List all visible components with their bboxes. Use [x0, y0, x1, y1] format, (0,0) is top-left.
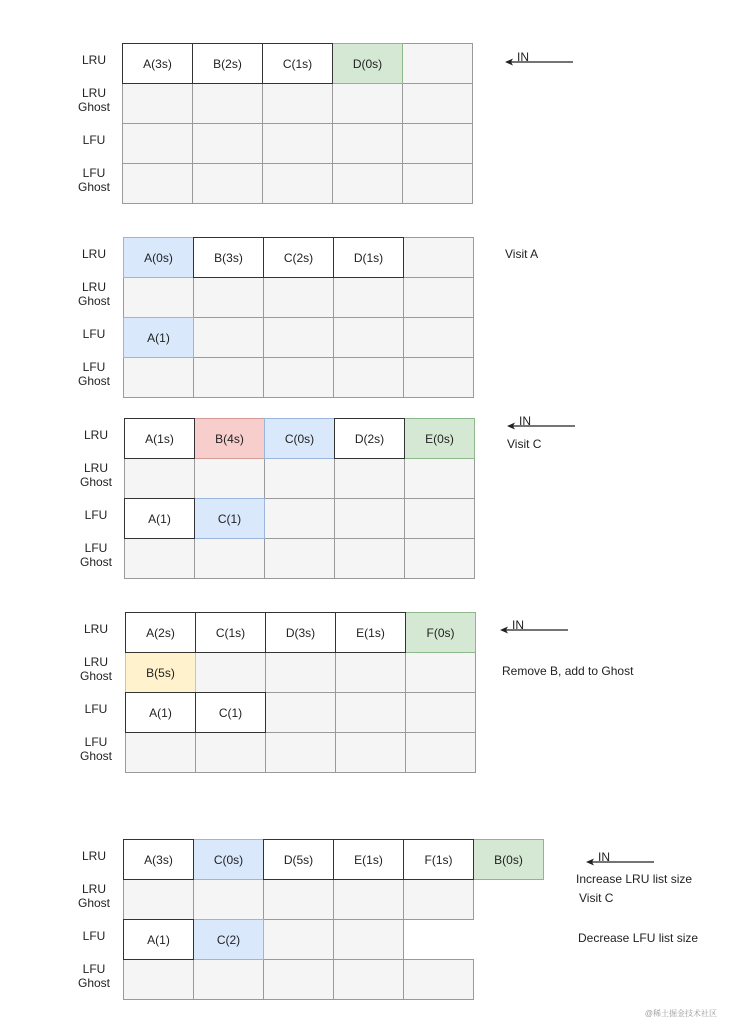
row-label: LRU [83, 428, 108, 442]
cache-entry: C(0s) [264, 418, 335, 459]
cache-entry: F(1s) [403, 839, 474, 880]
empty-slot [192, 123, 263, 164]
empty-slot [402, 123, 473, 164]
empty-slot [403, 959, 474, 1000]
row-label: LFU [82, 929, 106, 943]
row-label: LRU Ghost [77, 86, 110, 114]
empty-slot [192, 83, 263, 124]
empty-slot [265, 692, 336, 733]
empty-slot [402, 163, 473, 204]
cache-entry: D(1s) [333, 237, 404, 278]
empty-slot [195, 732, 266, 773]
annotation-note: Visit A [505, 247, 539, 261]
cache-entry: E(1s) [335, 612, 406, 653]
empty-slot [332, 123, 403, 164]
empty-slot [193, 317, 264, 358]
empty-slot [193, 277, 264, 318]
cache-entry: C(1s) [195, 612, 266, 653]
row-label: LRU [81, 849, 106, 863]
annotation-note: Decrease LFU list size [578, 931, 699, 945]
row-label: LRU Ghost [79, 655, 112, 683]
empty-slot [403, 277, 474, 318]
watermark: @稀土掘金技术社区 [644, 1009, 717, 1018]
empty-slot [124, 458, 195, 499]
row-label: LFU [82, 327, 106, 341]
empty-slot [334, 458, 405, 499]
cache-entry: A(0s) [123, 237, 194, 278]
annotation-note: Remove B, add to Ghost [502, 664, 634, 678]
row-label: LFU [84, 702, 108, 716]
cache-entry: A(3s) [123, 839, 194, 880]
empty-slot [404, 538, 475, 579]
empty-slot [405, 692, 476, 733]
empty-slot [125, 732, 196, 773]
cache-entry: D(3s) [265, 612, 336, 653]
row-label: LRU [81, 247, 106, 261]
cache-entry: B(4s) [194, 418, 265, 459]
cache-entry: F(0s) [405, 612, 476, 653]
row-label: LRU [83, 622, 108, 636]
empty-slot [264, 538, 335, 579]
empty-slot [333, 317, 404, 358]
empty-slot [335, 692, 406, 733]
left-arrow-icon [586, 857, 654, 867]
empty-slot [262, 83, 333, 124]
empty-slot [334, 498, 405, 539]
empty-slot [405, 652, 476, 693]
in-label: IN [517, 50, 529, 64]
row-label: LFU Ghost [79, 735, 112, 763]
cache-entry: D(5s) [263, 839, 334, 880]
cache-entry: C(1) [194, 498, 265, 539]
empty-slot [332, 163, 403, 204]
row-label: LFU [84, 508, 108, 522]
cache-entry: E(0s) [404, 418, 475, 459]
empty-slot [405, 732, 476, 773]
empty-slot [123, 277, 194, 318]
empty-slot [404, 458, 475, 499]
left-arrow-icon [507, 421, 575, 431]
empty-slot [333, 919, 404, 960]
empty-slot [333, 959, 404, 1000]
row-label: LRU Ghost [79, 461, 112, 489]
cache-entry: A(1) [123, 317, 194, 358]
left-arrow-icon [505, 57, 573, 67]
cache-entry: C(1) [195, 692, 266, 733]
cache-entry: B(5s) [125, 652, 196, 693]
in-label: IN [519, 414, 531, 428]
cache-entry: C(1s) [262, 43, 333, 84]
empty-slot [334, 538, 405, 579]
empty-slot [335, 652, 406, 693]
cache-entry: D(2s) [334, 418, 405, 459]
row-label: LFU Ghost [77, 962, 110, 990]
row-label: LFU Ghost [79, 541, 112, 569]
empty-slot [404, 498, 475, 539]
annotation-note: Visit C [507, 437, 542, 451]
empty-slot [333, 277, 404, 318]
empty-slot [192, 163, 263, 204]
empty-slot [123, 959, 194, 1000]
cache-entry: A(2s) [125, 612, 196, 653]
empty-slot [333, 879, 404, 920]
empty-slot [403, 237, 474, 278]
cache-entry: B(0s) [473, 839, 544, 880]
empty-slot [194, 538, 265, 579]
cache-entry: A(1) [125, 692, 196, 733]
cache-entry: C(0s) [193, 839, 264, 880]
empty-slot [263, 879, 334, 920]
cache-entry: B(2s) [192, 43, 263, 84]
empty-slot [402, 83, 473, 124]
empty-slot [263, 277, 334, 318]
in-label: IN [598, 850, 610, 864]
empty-slot [403, 879, 474, 920]
cache-entry: A(1) [123, 919, 194, 960]
empty-slot [263, 959, 334, 1000]
empty-slot [193, 879, 264, 920]
cache-entry: B(3s) [193, 237, 264, 278]
row-label: LRU Ghost [77, 882, 110, 910]
empty-slot [195, 652, 266, 693]
empty-slot [264, 498, 335, 539]
annotation-note: Visit C [579, 891, 614, 905]
empty-slot [263, 317, 334, 358]
left-arrow-icon [500, 625, 568, 635]
cache-entry: D(0s) [332, 43, 403, 84]
empty-slot [123, 879, 194, 920]
empty-slot [265, 652, 336, 693]
empty-slot [123, 357, 194, 398]
empty-slot [402, 43, 473, 84]
cache-entry: A(1s) [124, 418, 195, 459]
empty-slot [122, 83, 193, 124]
empty-slot [262, 123, 333, 164]
in-label: IN [512, 618, 524, 632]
empty-slot [194, 458, 265, 499]
row-label: LFU [82, 133, 106, 147]
cache-entry: E(1s) [333, 839, 404, 880]
row-label: LFU Ghost [77, 360, 110, 388]
annotation-note: Increase LRU list size [576, 872, 693, 886]
row-label: LFU Ghost [77, 166, 110, 194]
empty-slot [332, 83, 403, 124]
empty-slot [335, 732, 406, 773]
cache-entry: A(3s) [122, 43, 193, 84]
cache-entry: A(1) [124, 498, 195, 539]
empty-slot [265, 732, 336, 773]
empty-slot [403, 357, 474, 398]
cache-entry: C(2) [193, 919, 264, 960]
empty-slot [264, 458, 335, 499]
empty-slot [333, 357, 404, 398]
empty-slot [122, 163, 193, 204]
row-label: LRU Ghost [77, 280, 110, 308]
empty-slot [263, 357, 334, 398]
empty-slot [122, 123, 193, 164]
empty-slot [193, 357, 264, 398]
empty-slot [262, 163, 333, 204]
empty-slot [124, 538, 195, 579]
empty-slot [403, 317, 474, 358]
empty-slot [193, 959, 264, 1000]
empty-slot [263, 919, 334, 960]
cache-entry: C(2s) [263, 237, 334, 278]
row-label: LRU [81, 53, 106, 67]
